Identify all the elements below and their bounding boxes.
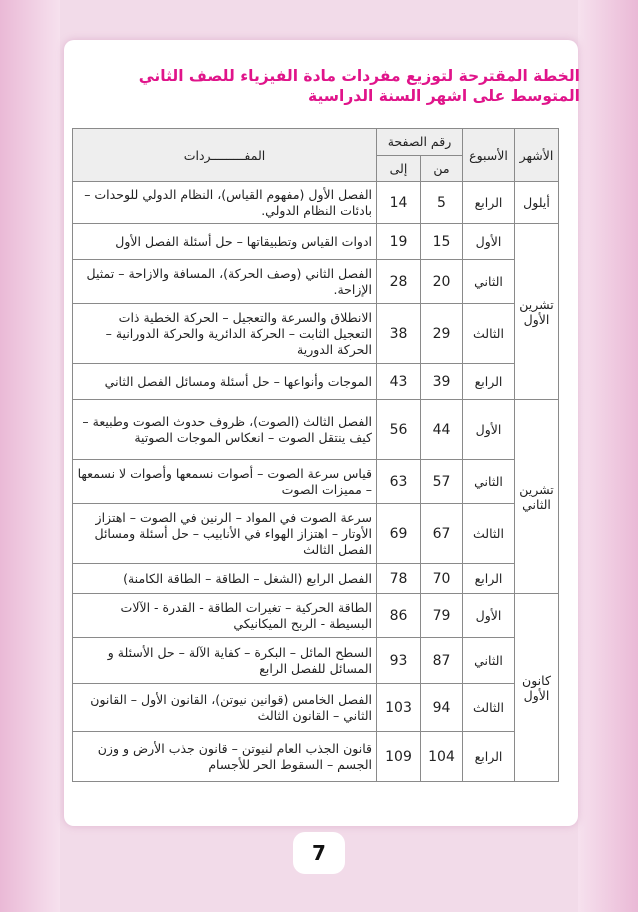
items-cell: الانطلاق والسرعة والتعجيل – الحركة الخطية ذات التعجيل الثابت – الحركة الدائرية والحركة الدورانية – الحركة الدورية xyxy=(73,304,377,364)
table-row xyxy=(73,304,559,364)
from-cell: 5 xyxy=(421,182,463,224)
from-cell: 29 xyxy=(421,304,463,364)
month-cell: تشرين الثاني xyxy=(515,400,559,594)
week-cell: الرابع xyxy=(463,732,515,782)
to-cell: 103 xyxy=(377,684,421,732)
week-cell: الرابع xyxy=(463,564,515,594)
to-cell: 19 xyxy=(377,224,421,260)
table-row xyxy=(73,732,559,782)
items-cell: الفصل الثاني (وصف الحركة)، المسافة والازاحة – تمثيل الإزاحة. xyxy=(73,260,377,304)
plan-table xyxy=(72,128,559,782)
to-cell: 78 xyxy=(377,564,421,594)
from-cell: 67 xyxy=(421,504,463,564)
week-cell: الأول xyxy=(463,594,515,638)
table-row xyxy=(73,594,559,638)
table-row xyxy=(73,460,559,504)
items-cell: قانون الجذب العام لنيوتن – قانون جذب الأرض و وزن الجسم – السقوط الحر للأجسام xyxy=(73,732,377,782)
table-row xyxy=(73,182,559,224)
month-cell: كانون الأول xyxy=(515,594,559,782)
table-row xyxy=(73,224,559,260)
header-to: إلى xyxy=(377,155,421,182)
to-cell: 38 xyxy=(377,304,421,364)
table-row xyxy=(73,504,559,564)
items-cell: الطاقة الحركية – تغيرات الطاقة - القدرة - الآلات البسيطة - الربح الميكانيكي xyxy=(73,594,377,638)
week-cell: الأول xyxy=(463,400,515,460)
items-cell: ادوات القياس وتطبيقاتها – حل أسئلة الفصل الأول xyxy=(73,224,377,260)
from-cell: 104 xyxy=(421,732,463,782)
week-cell: الثاني xyxy=(463,260,515,304)
items-cell: قياس سرعة الصوت – أصوات نسمعها وأصوات لا نسمعها – مميزات الصوت xyxy=(73,460,377,504)
month-cell: تشرين الأول xyxy=(515,224,559,400)
table-row xyxy=(73,638,559,684)
from-cell: 79 xyxy=(421,594,463,638)
from-cell: 44 xyxy=(421,400,463,460)
from-cell: 87 xyxy=(421,638,463,684)
to-cell: 93 xyxy=(377,638,421,684)
week-cell: الثالث xyxy=(463,684,515,732)
header-row xyxy=(73,129,559,156)
week-cell: الثالث xyxy=(463,504,515,564)
items-cell: الفصل الخامس (قوانين نيوتن)، القانون الأول – القانون الثاني – القانون الثالث xyxy=(73,684,377,732)
table-row xyxy=(73,364,559,400)
week-cell: الثاني xyxy=(463,638,515,684)
table-row xyxy=(73,400,559,460)
table-row xyxy=(73,260,559,304)
to-cell: 14 xyxy=(377,182,421,224)
page-title: الخطة المقترحة لتوزيع مفردات مادة الفيزياء للصف الثاني المتوسط على اشهر السنة الدراسية xyxy=(138,67,580,105)
from-cell: 39 xyxy=(421,364,463,400)
header-from: من xyxy=(421,155,463,182)
to-cell: 56 xyxy=(377,400,421,460)
to-cell: 86 xyxy=(377,594,421,638)
items-cell: الموجات وأنواعها – حل أسئلة ومسائل الفصل الثاني xyxy=(73,364,377,400)
items-cell: السطح المائل – البكرة – كفاية الآلة – حل الأسئلة و المسائل للفصل الرابع xyxy=(73,638,377,684)
to-cell: 63 xyxy=(377,460,421,504)
from-cell: 20 xyxy=(421,260,463,304)
items-cell: الفصل الثالث (الصوت)، ظروف حدوث الصوت وطبيعة – كيف ينتقل الصوت – انعكاس الموجات الصوتية xyxy=(73,400,377,460)
table-row xyxy=(73,564,559,594)
to-cell: 43 xyxy=(377,364,421,400)
items-cell: الفصل الأول (مفهوم القياس)، النظام الدولي للوحدات – بادئات النظام الدولي. xyxy=(73,182,377,224)
week-cell: الثاني xyxy=(463,460,515,504)
items-cell: الفصل الرابع (الشغل – الطاقة – الطاقة الكامنة) xyxy=(73,564,377,594)
from-cell: 70 xyxy=(421,564,463,594)
to-cell: 109 xyxy=(377,732,421,782)
right-gradient-band xyxy=(578,0,638,912)
from-cell: 57 xyxy=(421,460,463,504)
to-cell: 28 xyxy=(377,260,421,304)
left-gradient-band xyxy=(0,0,60,912)
from-cell: 15 xyxy=(421,224,463,260)
week-cell: الرابع xyxy=(463,364,515,400)
table-row xyxy=(73,684,559,732)
page-number: 7 xyxy=(293,832,345,874)
header-week: الأسبوع xyxy=(463,129,515,182)
week-cell: الثالث xyxy=(463,304,515,364)
week-cell: الرابع xyxy=(463,182,515,224)
header-page-no: رقم الصفحة xyxy=(377,129,463,156)
from-cell: 94 xyxy=(421,684,463,732)
items-cell: سرعة الصوت في المواد – الرنين في الصوت – اهتزاز الأوتار – اهتزاز الهواء في الأنابيب – حل أسئلة ومسائل الفصل الثالث xyxy=(73,504,377,564)
header-months: الأشهر xyxy=(515,129,559,182)
header-items: المفـــــــــردات xyxy=(73,129,377,182)
month-cell: أيلول xyxy=(515,182,559,224)
to-cell: 69 xyxy=(377,504,421,564)
week-cell: الأول xyxy=(463,224,515,260)
